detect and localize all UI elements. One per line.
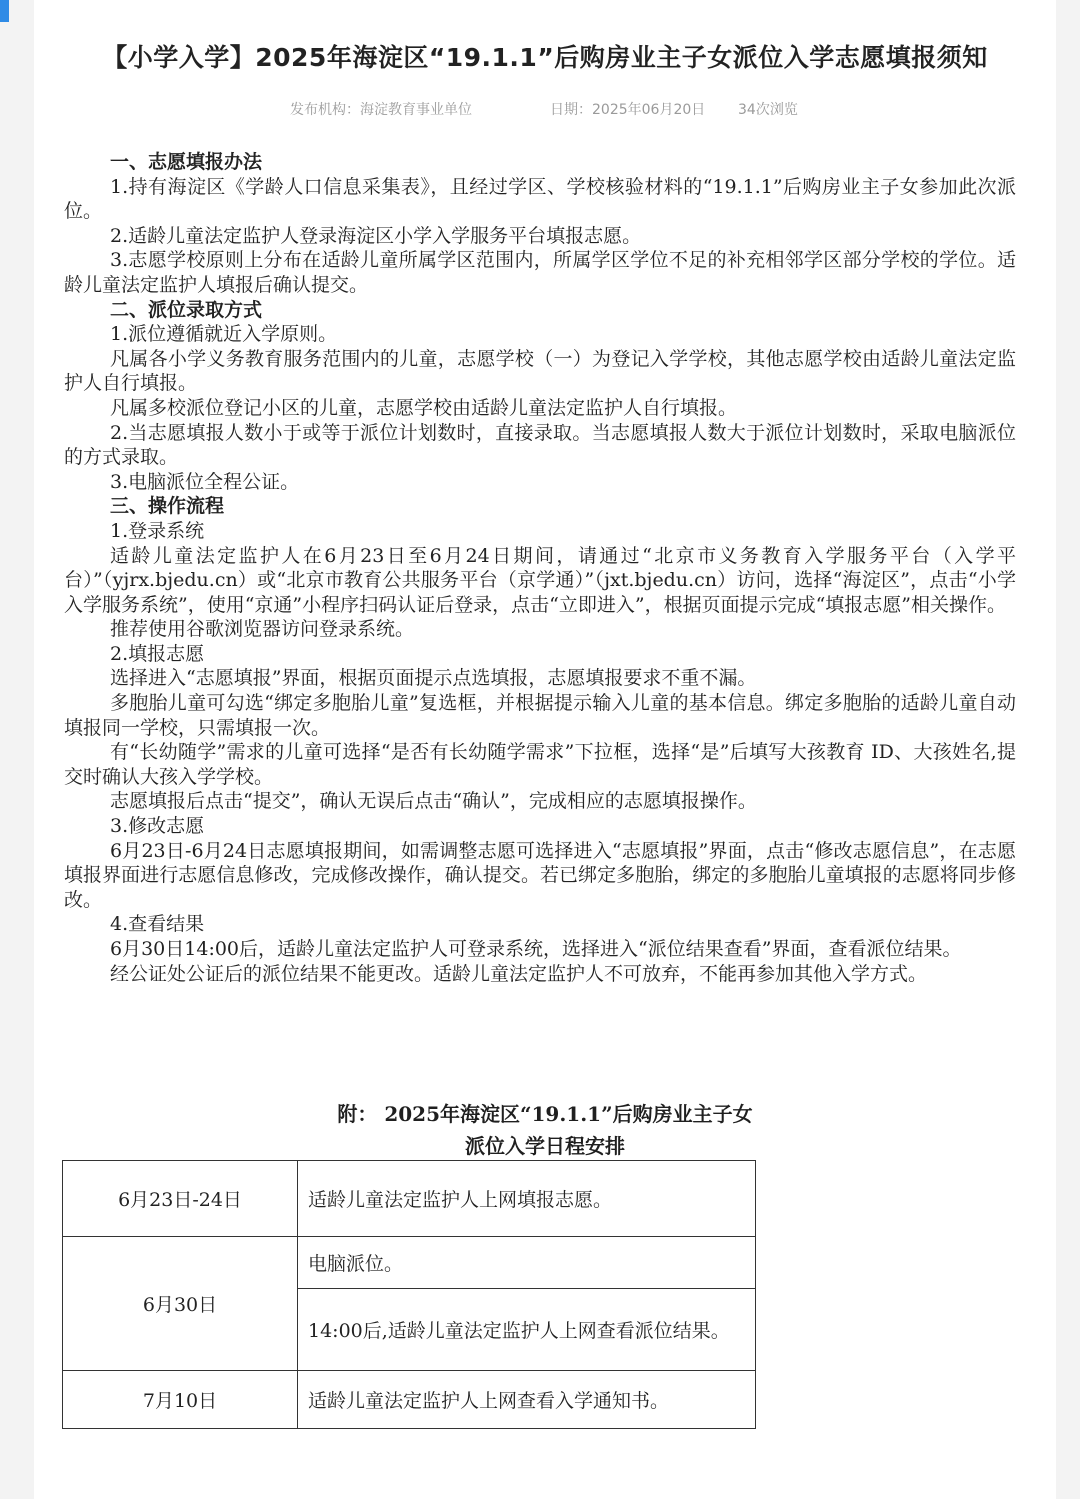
table-row [63,1161,756,1237]
paragraph: 凡属多校派位登记小区的儿童，志愿学校由适龄儿童法定监护人自行填报。 [110,396,738,419]
paragraph: 凡属各小学义务教育服务范围内的儿童，志愿学校（一）为登记入学学校，其他志愿学校由适龄儿童法定监护人自行填报。 [64,347,1016,395]
paragraph: 3.修改志愿 [110,815,205,838]
paragraph: 1.派位遵循就近入学原则。 [110,323,338,346]
paragraph: 经公证处公证后的派位结果不能更改。适龄儿童法定监护人不可放弃，不能再参加其他入学方式。 [110,962,928,985]
paragraph: 4.查看结果 [110,913,205,936]
paragraph: 志愿填报后点击“提交”，确认无误后点击“确认”，完成相应的志愿填报操作。 [110,790,757,813]
table-row [63,1371,756,1429]
publish-date: 日期：2025年06月20日 [550,102,706,118]
table-row [63,1237,756,1289]
paragraph: 1.登录系统 [110,519,205,542]
accent-bar [0,0,9,22]
schedule-table [62,1160,756,1429]
view-count: 34次浏览 [738,102,798,118]
schedule-date: 6月30日 [63,1237,298,1371]
notice-page [34,0,1056,1499]
schedule-date: 7月10日 [63,1371,298,1429]
paragraph: 6月30日14:00后，适龄儿童法定监护人可登录系统，选择进入“派位结果查看”界面，查看派位结果。 [110,938,962,960]
appendix-title: 附： 2025年海淀区“19.1.1”后购房业主子女 [337,1102,753,1126]
paragraph: 3.电脑派位全程公证。 [110,470,300,493]
notice-body [64,150,1016,986]
paragraph: 选择进入“志愿填报”界面，根据页面提示点选填报，志愿填报要求不重不漏。 [110,667,757,690]
section-heading: 三、操作流程 [110,495,225,518]
paragraph: 多胞胎儿童可勾选“绑定多胞胎儿童”复选框，并根据提示输入儿童的基本信息。绑定多胞胎的适龄儿童自动填报同一学校，只需填报一次。 [64,692,1016,739]
publisher: 发布机构：海淀教育事业单位 [290,102,472,118]
schedule-item: 适龄儿童法定监护人上网查看入学通知书。 [298,1371,756,1429]
schedule-date: 6月23日-24日 [63,1161,298,1237]
paragraph: 3.志愿学校原则上分布在适龄儿童所属学区范围内，所属学区学位不足的补充相邻学区部分学校的学位。适龄儿童法定监护人填报后确认提交。 [64,249,1016,296]
paragraph: 推荐使用谷歌浏览器访问登录系统。 [110,618,415,641]
section-heading: 二、派位录取方式 [110,298,263,321]
schedule-item: 14:00后,适龄儿童法定监护人上网查看派位结果。 [298,1289,756,1371]
section-heading: 一、志愿填报办法 [110,151,263,173]
page-title: 【小学入学】2025年海淀区“19.1.1”后购房业主子女派位入学志愿填报须知 [102,43,988,72]
schedule-item: 适龄儿童法定监护人上网填报志愿。 [298,1161,756,1237]
paragraph: 1.持有海淀区《学龄人口信息采集表》，且经过学区、学校核验材料的“19.1.1”后购房业主子女参加此次派位。 [64,175,1016,223]
paragraph: 6月23日-6月24日志愿填报期间，如需调整志愿可选择进入“志愿填报”界面，点击“修改志愿信息”，在志愿填报界面进行志愿信息修改，完成修改操作，确认提交。若已绑定多胞胎，绑定的多胞胎儿童填报的志愿将同步修改。 [64,839,1016,911]
paragraph: 2.填报志愿 [110,642,205,665]
paragraph: 适龄儿童法定监护人在6月23日至6月24日期间，请通过“北京市义务教育入学服务平台（入学平台）”（yjrx.bjedu.cn）或“北京市教育公共服务平台（京学通）”（jxt.bjedu.cn）访问，选择“海淀区”，点击“小学入学服务系统”，使用“京通”小程序扫码认证后登录，点击“立即进入”，根据页面提示完成“填报志愿”相关操作。 [64,544,1016,616]
schedule-item: 电脑派位。 [298,1237,756,1289]
appendix-subtitle: 派位入学日程安排 [465,1134,625,1158]
paragraph: 2.适龄儿童法定监护人登录海淀区小学入学服务平台填报志愿。 [110,224,642,247]
paragraph: 2.当志愿填报人数小于或等于派位计划数时，直接录取。当志愿填报人数大于派位计划数时，采取电脑派位的方式录取。 [64,421,1016,469]
paragraph: 有“长幼随学”需求的儿童可选择“是否有长幼随学需求”下拉框，选择“是”后填写大孩教育 ID、大孩姓名,提交时确认大孩入学学校。 [64,741,1016,788]
